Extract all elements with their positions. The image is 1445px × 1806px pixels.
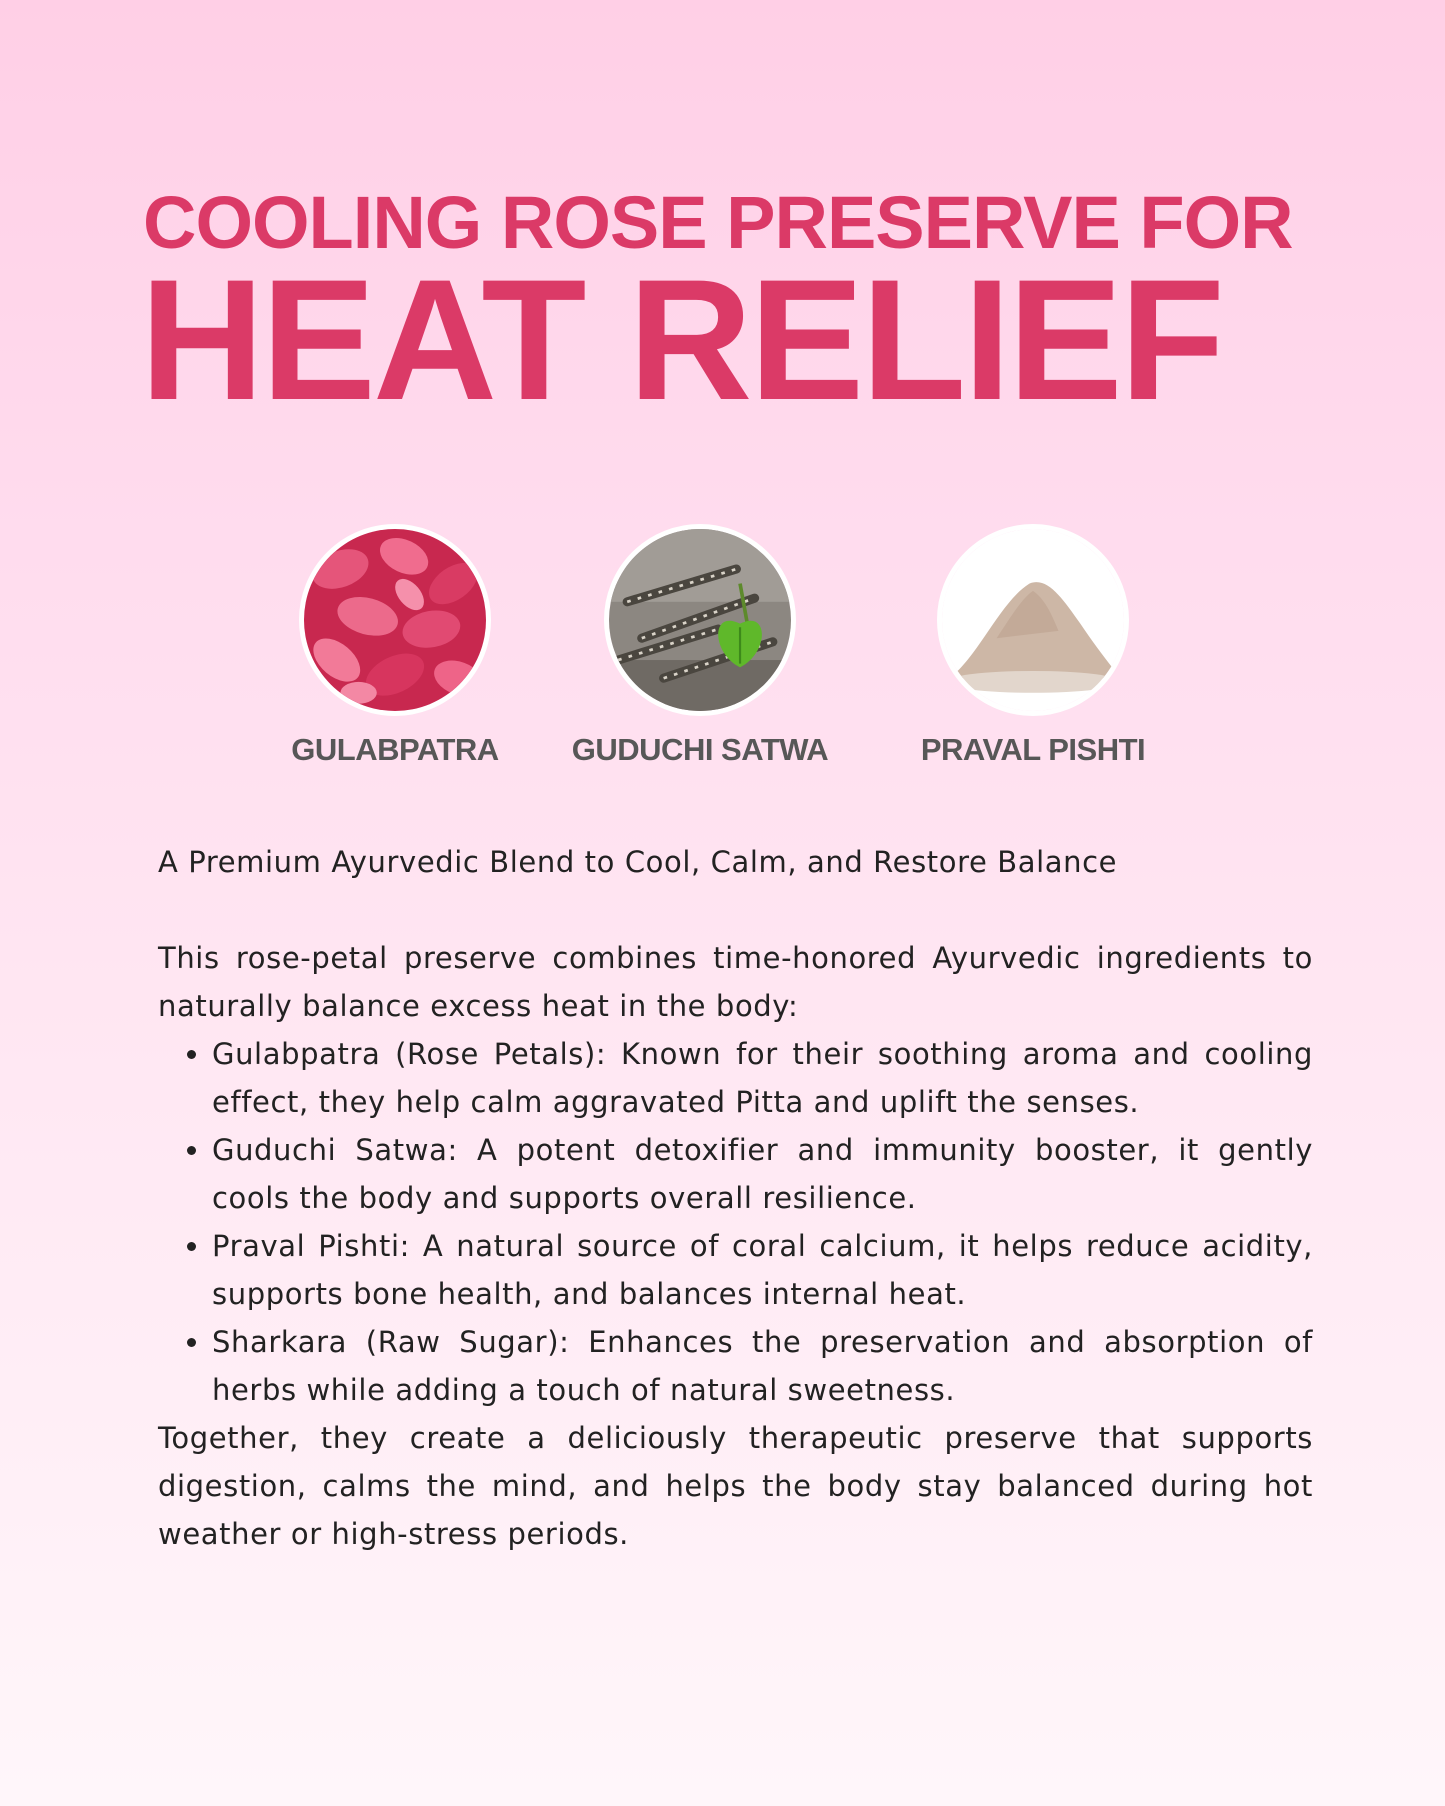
ingredient-benefits-list — [158, 1030, 1313, 1414]
ingredient-label: GULABPATRA — [291, 732, 499, 767]
ingredient-guduchi-satwa — [540, 524, 860, 768]
headline-line1: COOLING ROSE PRESERVE FOR — [143, 181, 1293, 264]
rose-petals-image — [299, 524, 491, 716]
ingredient-label: PRAVAL PISHTI — [920, 732, 1146, 767]
description-body — [158, 838, 1313, 1558]
headline-line2: HEAT RELIEF — [140, 244, 1222, 436]
closing-paragraph: Together, they create a deliciously therapeutic preserve that supports digestion, calms the mind, and helps the body stay balanced during hot weather or high-stress periods. — [158, 1421, 1313, 1551]
intro-paragraph: This rose-petal preserve combines time-honored Ayurvedic ingredients to naturally balance excess heat in the body: — [158, 941, 1313, 1023]
guduchi-stems-image — [604, 524, 796, 716]
ingredient-praval-pishti — [873, 524, 1193, 768]
list-item: • Gulabpatra (Rose Petals): Known for their soothing aroma and cooling effect, they help calm aggravated Pitta and uplift the senses. — [212, 1030, 1313, 1126]
ingredient-gulabpatra — [235, 524, 555, 768]
list-item: • Praval Pishti: A natural source of coral calcium, it helps reduce acidity, supports bone health, and balances internal heat. — [212, 1222, 1313, 1318]
powder-pile-image — [937, 524, 1129, 716]
list-item: • Guduchi Satwa: A potent detoxifier and immunity booster, it gently cools the body and supports overall resilience. — [212, 1126, 1313, 1222]
ingredient-label: GUDUCHI SATWA — [571, 732, 829, 767]
tagline: A Premium Ayurvedic Blend to Cool, Calm, and Restore Balance — [158, 845, 1118, 879]
list-item: • Sharkara (Raw Sugar): Enhances the preservation and absorption of herbs while adding a touch of natural sweetness. — [212, 1318, 1313, 1414]
